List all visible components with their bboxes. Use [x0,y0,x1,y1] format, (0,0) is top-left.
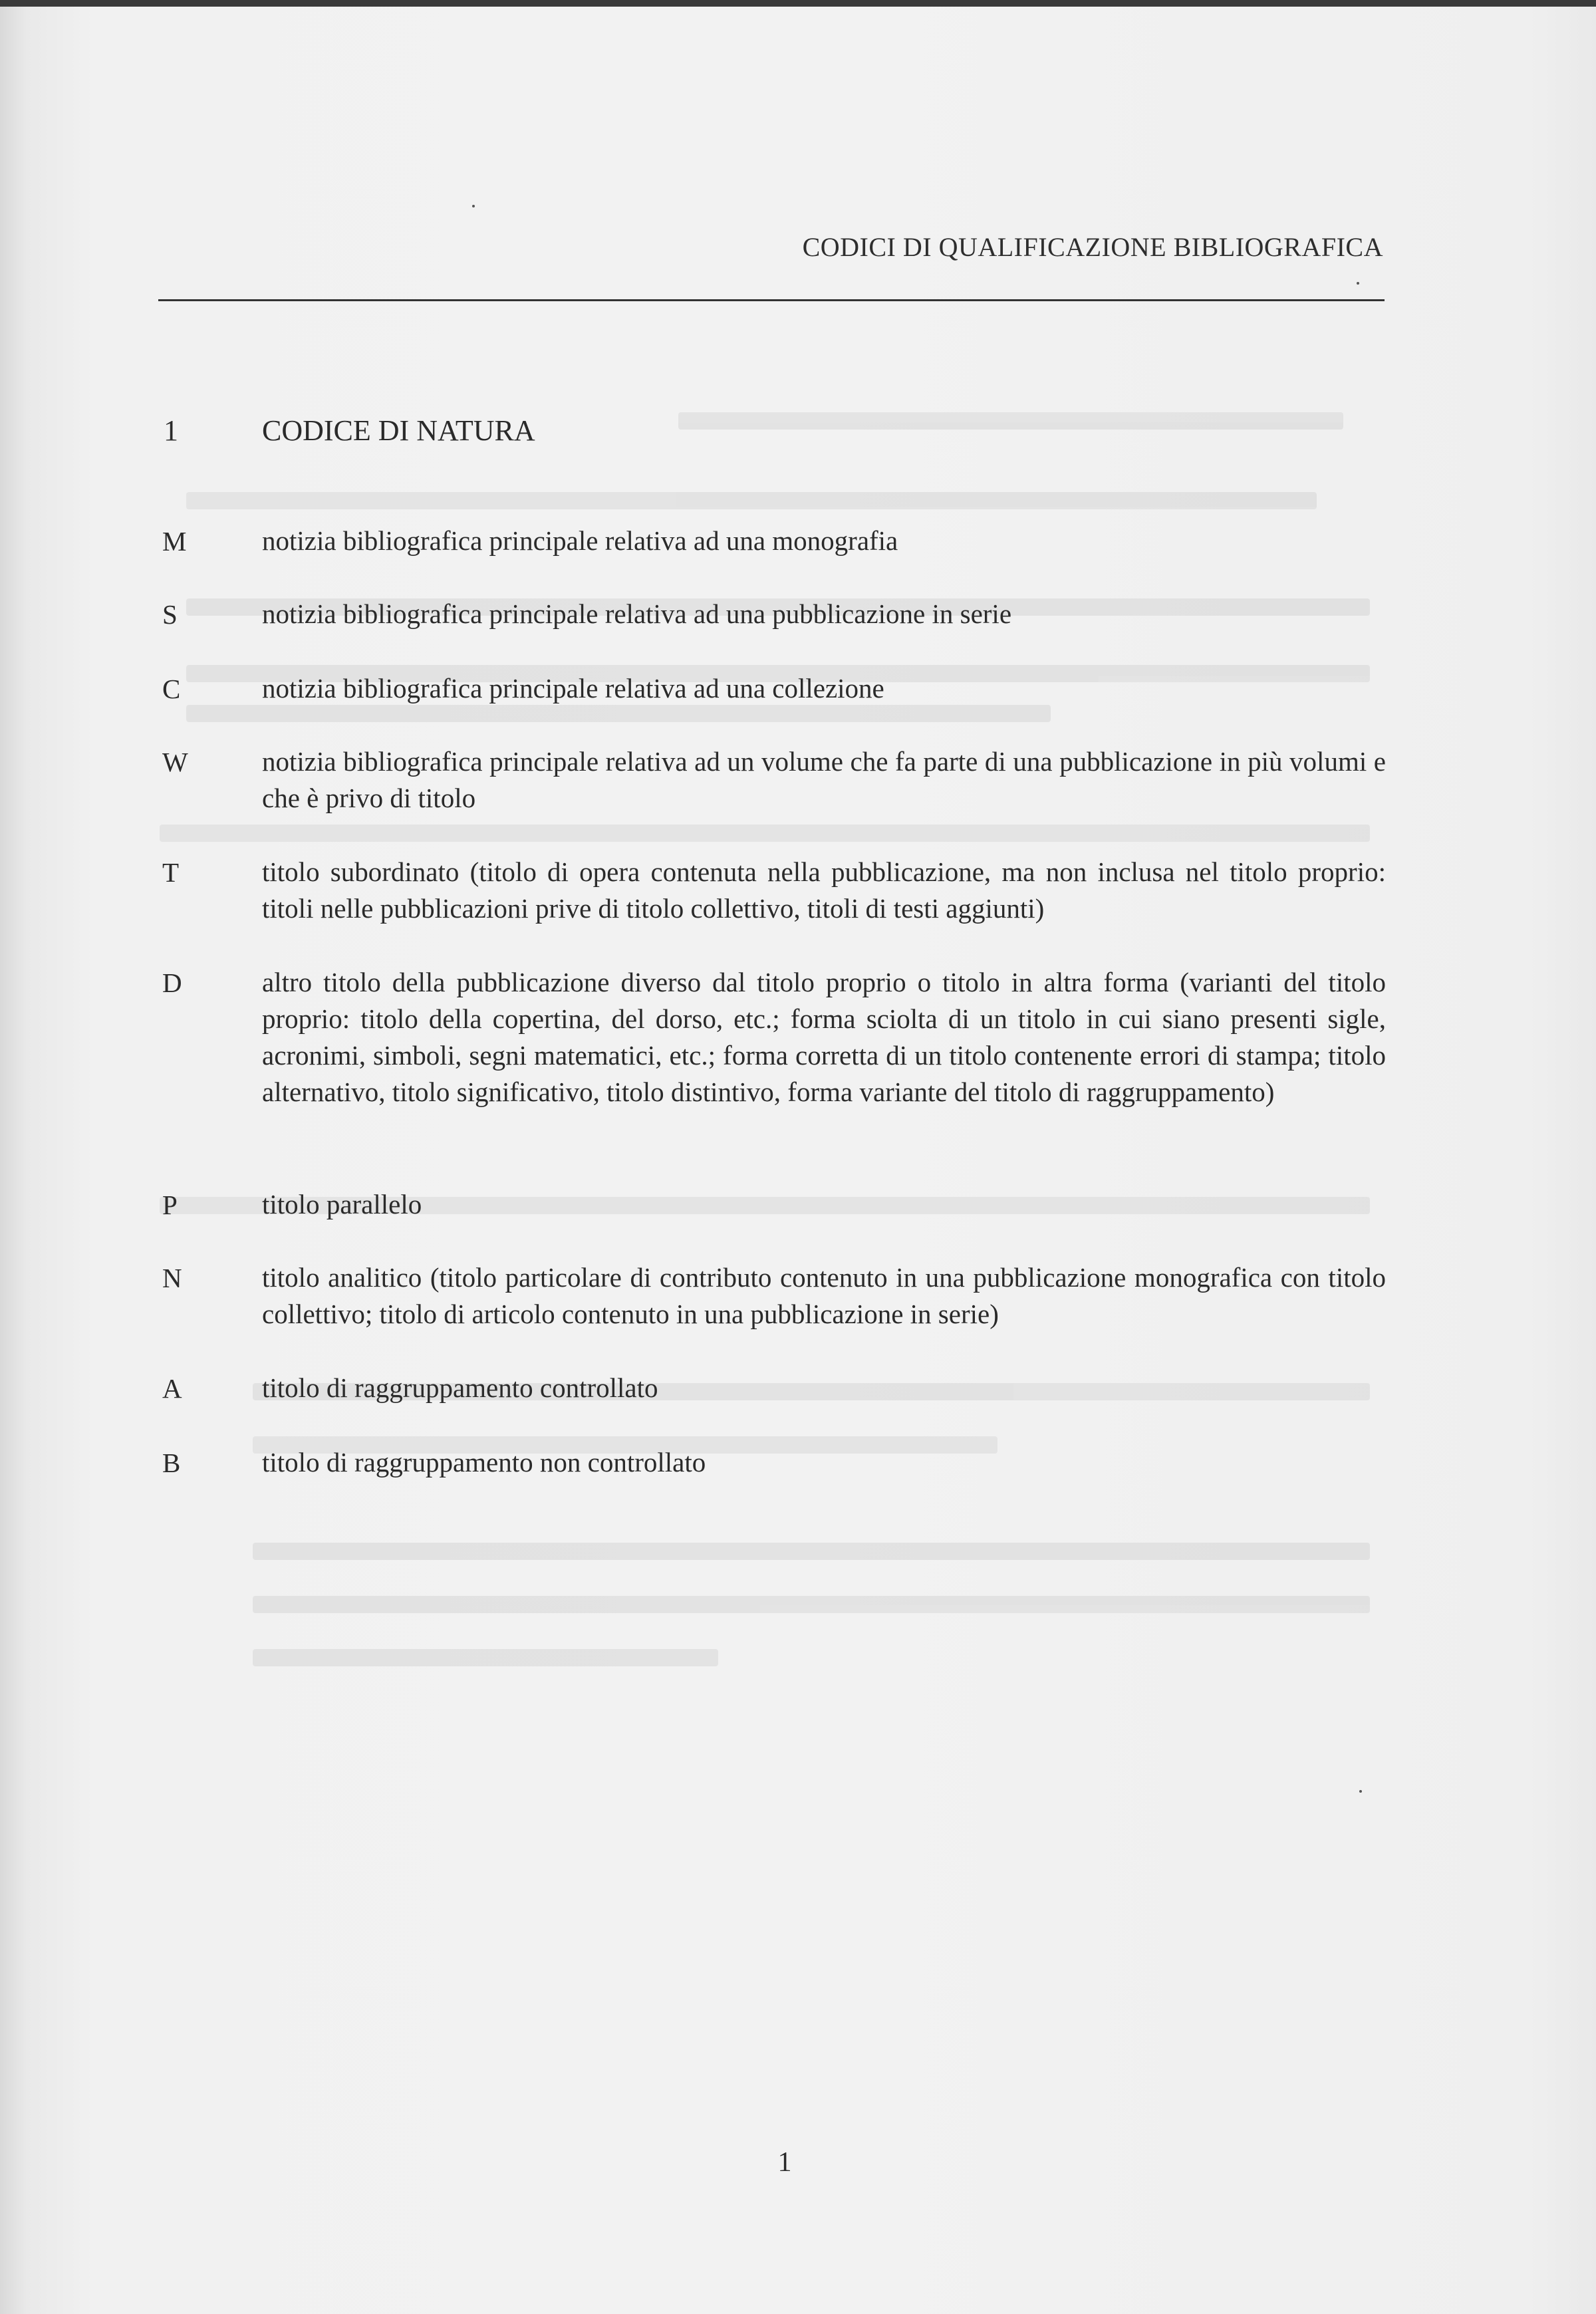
entry-text-t: titolo subordinato (titolo di opera contenuta nella pubblicazione, ma non inclusa nel titolo proprio: titoli nelle pubblicazioni prive di titolo collettivo, titoli di testi aggiunti) [262,856,1386,924]
entry-code-d: D [162,967,182,998]
entry-code-a: A [162,1373,182,1404]
scan-top-edge [0,0,1596,7]
entry-text-c: notizia bibliografica principale relativa ad una collezione [262,673,884,704]
scan-speck [472,205,475,207]
entry-code-s: S [162,599,178,630]
entry-code-m: M [162,526,187,557]
section-title: CODICE DI NATURA [262,414,535,447]
page-number: 1 [777,2147,792,2178]
entry-text-n: titolo analitico (titolo particolare di contributo contenuto in una pubblicazione monografica con titolo collettivo; titolo di articolo contenuto in una pubblicazione in serie) [262,1262,1386,1329]
entry-code-t: T [162,857,180,888]
entry-text-a: titolo di raggruppamento controllato [262,1372,658,1403]
running-header: CODICI DI QUALIFICAZIONE BIBLIOGRAFICA [802,232,1383,262]
entry-text-w: notizia bibliografica principale relativa ad un volume che fa parte di una pubblicazione in più volumi e che è privo di titolo [262,746,1386,813]
entry-code-p: P [162,1190,178,1220]
entry-text-b: titolo di raggruppamento non controllato [262,1447,706,1478]
entry-text-m: notizia bibliografica principale relativa ad una monografia [262,525,898,556]
scan-speck [1357,282,1359,285]
scan-speck [1359,1790,1362,1793]
entry-text-d: altro titolo della pubblicazione diverso dal titolo proprio o titolo in altra forma (varianti del titolo proprio: titolo della copertina, del dorso, etc.; forma sciolta di un titolo in cui siano presenti sigle, acronimi, simboli, segni matematici, etc.; forma corretta di un titolo contenente errori di stampa; titolo alternativo, titolo significativo, titolo distintivo, forma variante del titolo di raggruppamento) [262,967,1386,1107]
entry-code-w: W [162,747,188,777]
entry-code-c: C [162,674,181,704]
entry-text-p: titolo parallelo [262,1189,422,1220]
header-rule [158,299,1385,301]
section-number: 1 [164,414,178,447]
entry-code-b: B [162,1448,181,1478]
entry-code-n: N [162,1263,182,1293]
entry-text-s: notizia bibliografica principale relativa ad una pubblicazione in serie [262,598,1012,629]
